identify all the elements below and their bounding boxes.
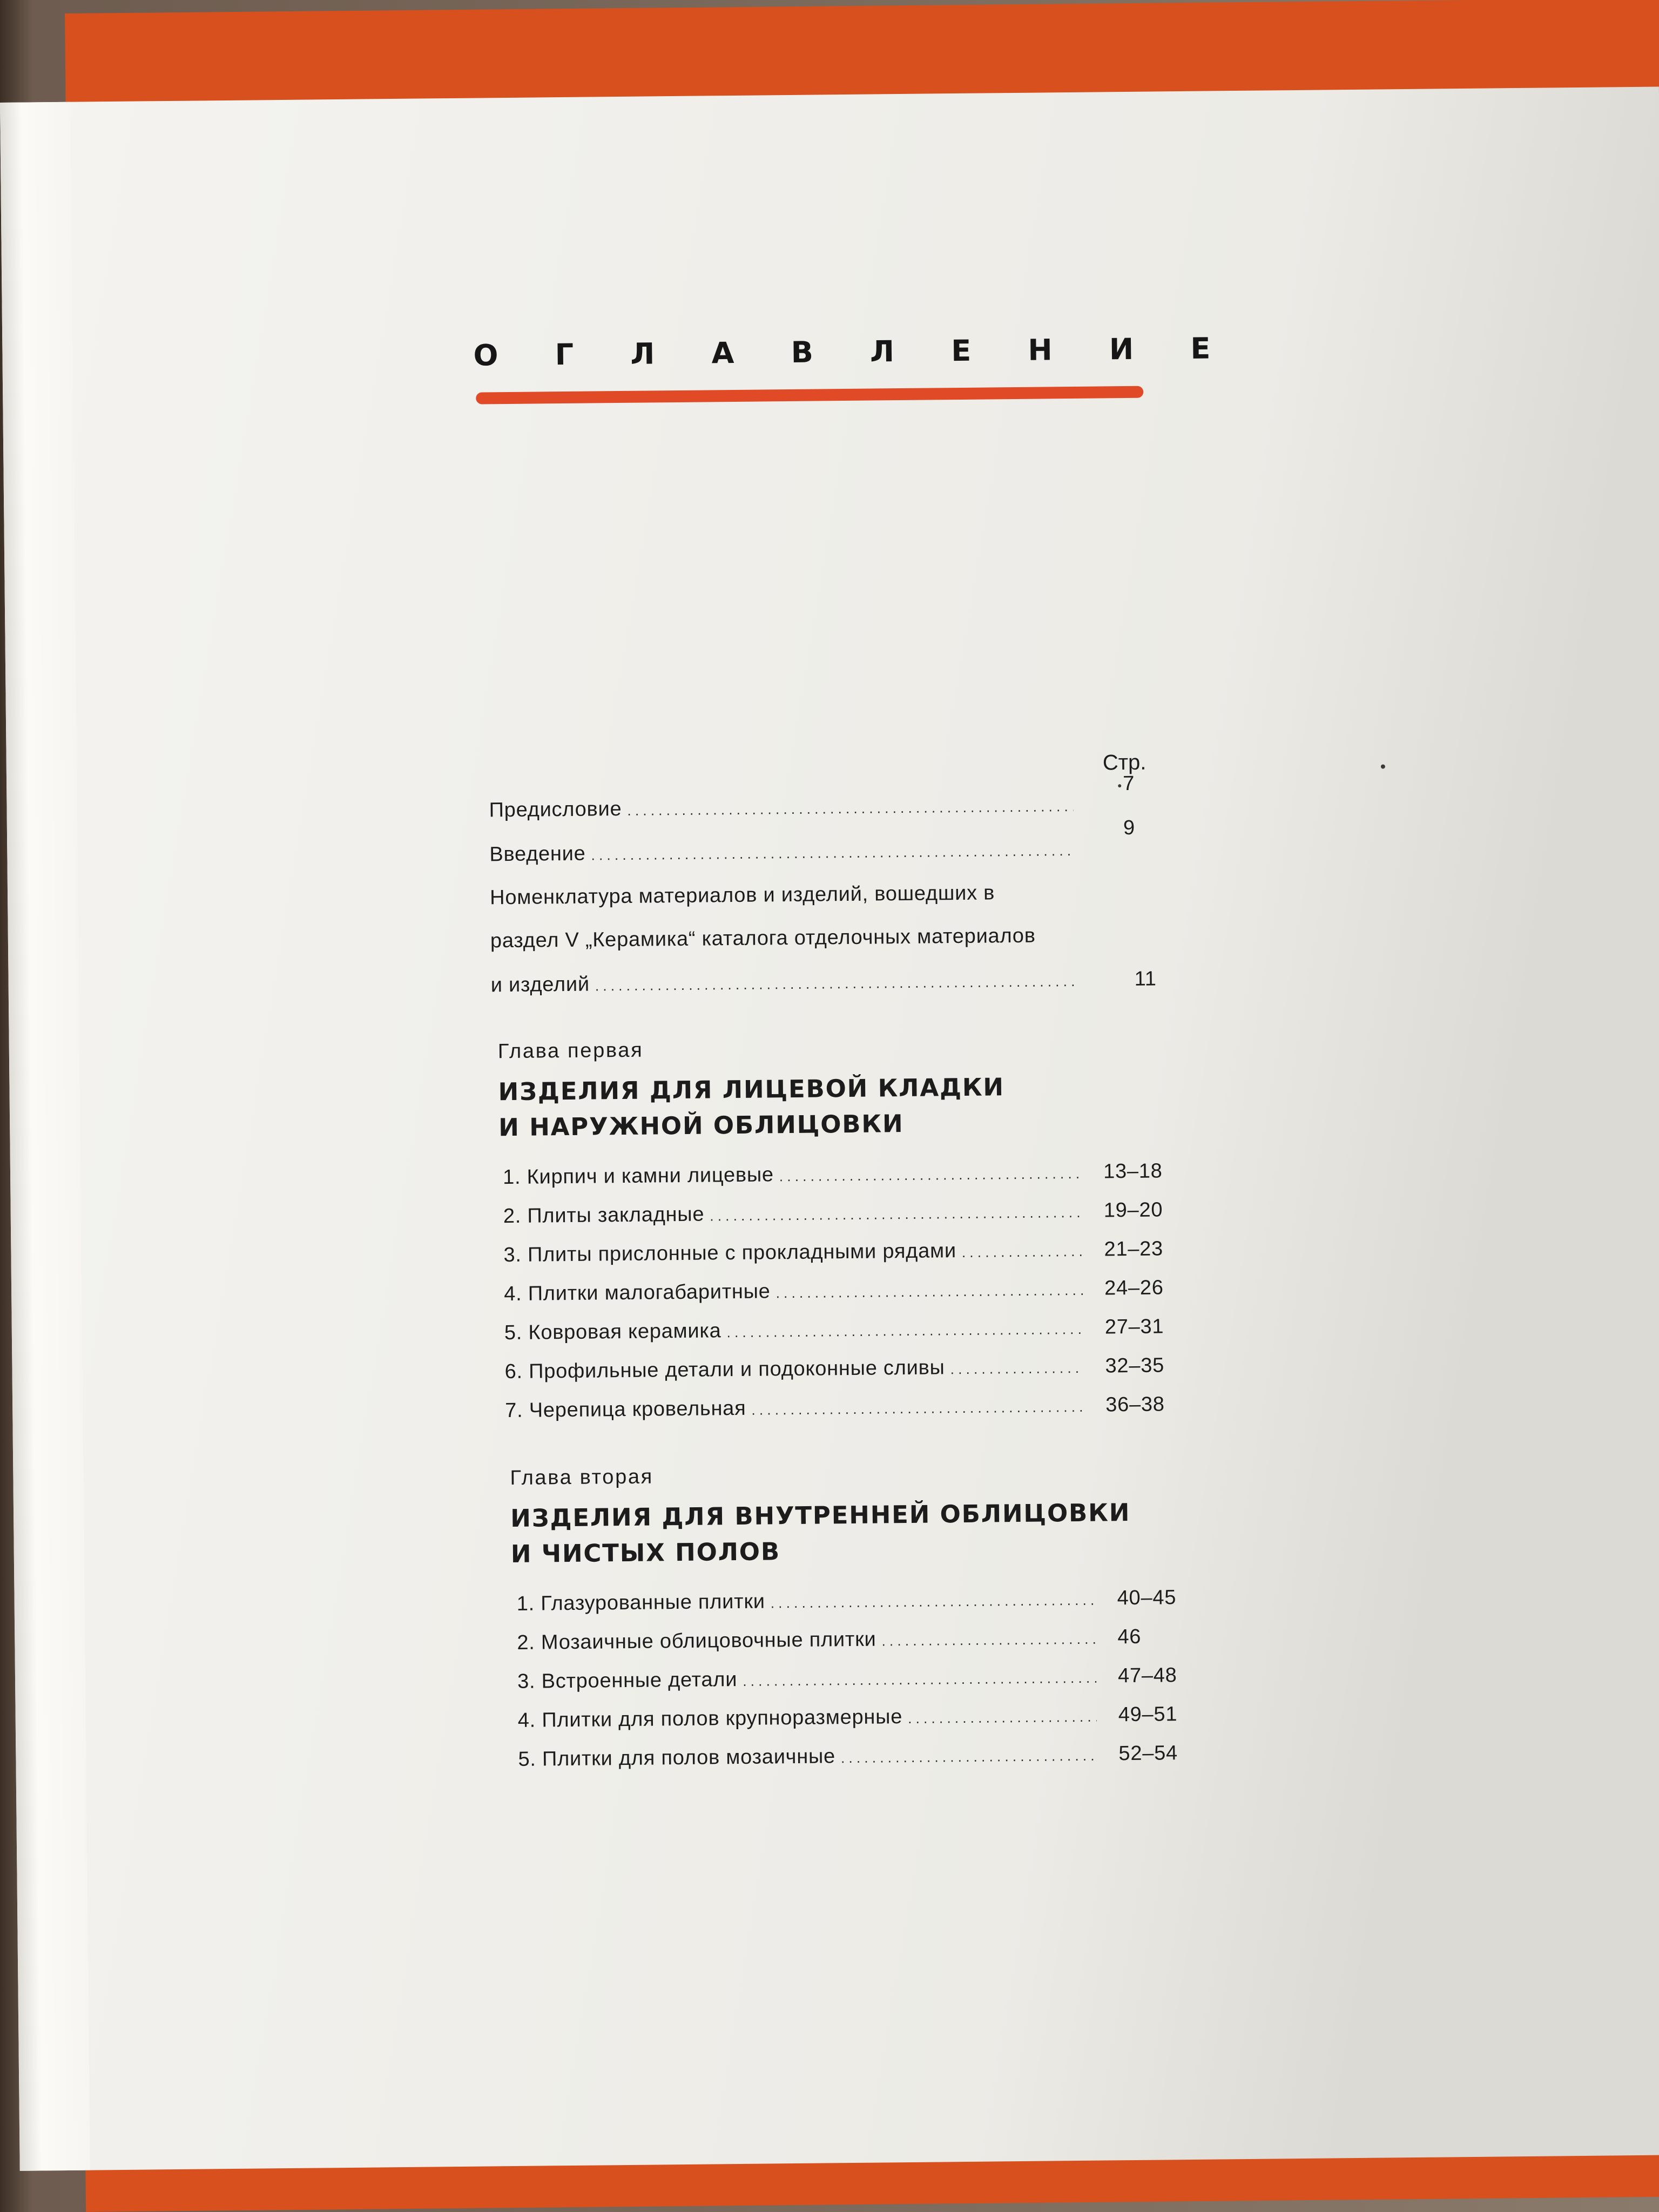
chapter-1-title-line2[interactable]: И НАРУЖНОЙ ОБЛИЦОВКИ — [498, 1109, 904, 1142]
dot-leader — [710, 1199, 1082, 1226]
toc-entry-text: 3. Плиты прислонные с прокладными рядами — [503, 1239, 957, 1267]
page-column-header: Стр. — [1102, 750, 1147, 775]
dot-leader — [881, 1626, 1096, 1651]
table-of-contents — [0, 87, 1659, 2171]
toc-entry-page: 7 — [1122, 772, 1135, 795]
dot-leader — [908, 1704, 1097, 1729]
toc-entry-text: 4. Плитки для полов крупноразмерные — [517, 1705, 903, 1732]
toc-entry-text: 5. Ковровая керамика — [504, 1319, 721, 1345]
toc-entry-text: Введение — [489, 842, 586, 866]
toc-entry-page: 13–18 — [1103, 1159, 1163, 1183]
dot-leader — [841, 1743, 1097, 1769]
dot-leader — [950, 1355, 1083, 1379]
toc-entry-page: 52–54 — [1118, 1742, 1178, 1765]
toc-entry-text: Предисловие — [489, 798, 622, 822]
dot-leader — [771, 1587, 1096, 1614]
toc-entry-text: 2. Мозаичные облицовочные плитки — [517, 1628, 876, 1654]
toc-entry-page: 36–38 — [1105, 1393, 1165, 1417]
toc-entry-ch1-item1[interactable] — [502, 1159, 1163, 1189]
toc-entry-text: 1. Кирпич и камни лицевые — [502, 1163, 774, 1189]
dot-leader — [595, 968, 1080, 996]
paper-speck — [1118, 784, 1121, 787]
toc-entry-text: 6. Профильные детали и подоконные сливы — [504, 1356, 945, 1384]
title-underline-bar — [476, 386, 1143, 404]
toc-entry-ch2-item1[interactable] — [516, 1586, 1177, 1616]
toc-entry-text: и изделий — [490, 973, 590, 997]
dot-leader — [627, 793, 1074, 821]
toc-entry-page: 24–26 — [1104, 1276, 1164, 1300]
toc-entry-introduction[interactable] — [489, 816, 1136, 866]
toc-entry-page: 21–23 — [1104, 1237, 1164, 1261]
toc-entry-page: 27–31 — [1104, 1315, 1164, 1339]
toc-entry-ch1-item3[interactable] — [503, 1237, 1164, 1267]
toc-entry-page: 11 — [1134, 967, 1157, 990]
page-title: ОГЛАВЛЕНИЕ — [473, 331, 1267, 373]
dot-leader — [775, 1277, 1083, 1303]
toc-entry-preface[interactable] — [489, 772, 1135, 822]
toc-entry-text: 2. Плиты закладные — [503, 1203, 705, 1228]
toc-entry-ch1-item7[interactable] — [505, 1393, 1165, 1422]
dot-leader — [743, 1665, 1096, 1691]
dot-leader — [726, 1316, 1083, 1343]
toc-entry-ch1-item6[interactable] — [504, 1354, 1165, 1384]
toc-entry-text: 4. Плитки малогабаритные — [504, 1280, 771, 1306]
toc-entry-nomenclature-line3[interactable] — [490, 967, 1157, 997]
paper-speck — [1381, 764, 1385, 768]
toc-entry-ch2-item5[interactable] — [518, 1742, 1178, 1771]
chapter-1-title-line1[interactable]: ИЗДЕЛИЯ ДЛЯ ЛИЦЕВОЙ КЛАДКИ — [498, 1073, 1005, 1107]
toc-entry-page: 9 — [1123, 816, 1136, 840]
toc-entry-ch2-item3[interactable] — [517, 1664, 1177, 1694]
toc-entry-nomenclature-line2[interactable]: раздел V „Керамика“ каталога отделочных материалов — [490, 924, 1036, 953]
toc-entry-page: 19–20 — [1103, 1198, 1163, 1222]
dot-leader — [591, 838, 1074, 866]
toc-entry-page: 46 — [1117, 1625, 1142, 1649]
toc-entry-text: 1. Глазурованные плитки — [516, 1590, 765, 1615]
dot-leader — [779, 1161, 1082, 1186]
toc-entry-nomenclature-line1[interactable]: Номенклатура материалов и изделий, вошедших в — [489, 881, 995, 909]
chapter-2-title-line2[interactable]: И ЧИСТЫХ ПОЛОВ — [510, 1537, 781, 1569]
toc-entry-page: 40–45 — [1117, 1586, 1177, 1610]
toc-entry-text: 7. Черепица кровельная — [505, 1397, 746, 1422]
toc-entry-page: 32–35 — [1105, 1354, 1165, 1378]
toc-entry-text: 3. Встроенные детали — [517, 1668, 738, 1693]
toc-entry-ch2-item4[interactable] — [517, 1703, 1178, 1732]
toc-entry-page: 47–48 — [1117, 1664, 1177, 1688]
dot-leader — [751, 1394, 1084, 1420]
chapter-2-title-line1[interactable]: ИЗДЕЛИЯ ДЛЯ ВНУТРЕННЕЙ ОБЛИЦОВКИ — [510, 1498, 1131, 1533]
toc-entry-ch1-item5[interactable] — [504, 1315, 1164, 1345]
chapter-1-label: Глава первая — [497, 1038, 644, 1063]
chapter-2-label: Глава вторая — [510, 1465, 654, 1490]
toc-entry-page: 49–51 — [1118, 1703, 1178, 1727]
toc-entry-ch2-item2[interactable] — [517, 1625, 1142, 1655]
toc-entry-ch1-item4[interactable] — [504, 1276, 1164, 1306]
toc-entry-ch1-item2[interactable] — [503, 1198, 1163, 1228]
dot-leader — [962, 1238, 1083, 1263]
book-page — [0, 87, 1659, 2171]
toc-entry-text: 5. Плитки для полов мозаичные — [518, 1745, 836, 1771]
